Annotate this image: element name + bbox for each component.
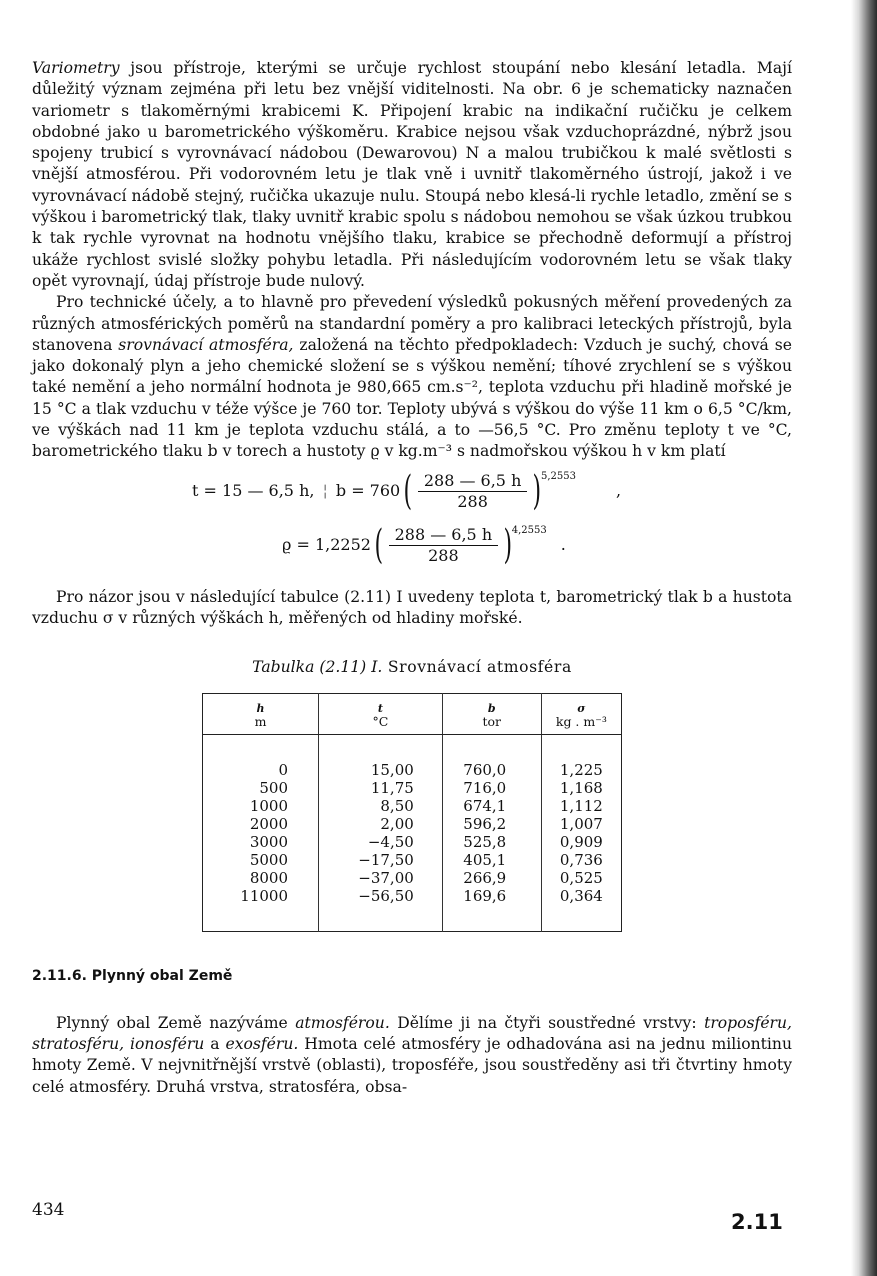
cell-t: 11,75	[319, 779, 443, 797]
formula-block	[32, 469, 792, 583]
formula-b-fraction	[418, 471, 528, 512]
header-t	[319, 693, 443, 734]
header-unit: °C	[372, 713, 389, 729]
table-row	[203, 779, 622, 797]
term-variometry: Variometry	[32, 59, 120, 77]
formula-t-b	[192, 468, 622, 515]
cell-b: 266,9	[442, 869, 541, 887]
cell-t: −56,50	[319, 887, 443, 932]
table-row	[203, 815, 622, 833]
cell-h: 5000	[203, 851, 319, 869]
cell-sigma: 1,168	[559, 778, 603, 797]
paren-left: (	[403, 468, 413, 515]
cell-sigma: 0,736	[559, 850, 603, 869]
cell-h: 8000	[203, 869, 319, 887]
cell-b: 525,8	[442, 833, 541, 851]
cell-h: 0	[203, 734, 319, 779]
section-heading: 2.11.6. Plynný obal Země	[32, 967, 233, 984]
formula-rho-exponent: 4,2553	[511, 525, 547, 537]
formula-b-numerator: 288 — 6,5 h	[418, 471, 528, 492]
header-var: b	[487, 701, 496, 715]
table-row	[203, 734, 622, 779]
cell-h: 11000	[203, 887, 319, 932]
paragraph-atmosphere	[32, 1013, 792, 1098]
cell-t: 15,00	[319, 734, 443, 779]
table-caption-label: Tabulka (2.11) I.	[252, 658, 383, 677]
table-row	[203, 851, 622, 869]
atmosphere-table	[202, 693, 622, 932]
cell-b: 596,2	[442, 815, 541, 833]
header-unit: kg . m⁻³	[555, 713, 607, 729]
chapter-marker: 2.11	[731, 1210, 783, 1234]
term-layers: troposféru, stratosféru, ionosféru	[32, 1013, 792, 1054]
paren-left: (	[374, 522, 384, 569]
cell-t: 8,50	[319, 797, 443, 815]
header-unit: m	[254, 713, 267, 729]
formula-rho-denominator: 288	[428, 545, 459, 565]
header-var: σ	[577, 701, 586, 715]
formula-b-exponent: 5,2553	[540, 471, 576, 483]
cell-sigma: 1,112	[559, 796, 603, 815]
formula-rho-period: .	[560, 535, 566, 555]
cell-b: 760,0	[442, 734, 541, 779]
formula-rho-numerator: 288 — 6,5 h	[389, 525, 499, 546]
paragraph-text-c: a	[204, 1035, 226, 1054]
cell-t: −4,50	[319, 833, 443, 851]
formula-rho	[282, 522, 566, 569]
cell-sigma: 0,364	[559, 886, 603, 905]
formula-t: t = 15 — 6,5 h,	[192, 481, 315, 501]
page-body	[32, 58, 792, 1098]
header-h	[203, 693, 319, 734]
paragraph-text-a: Pro technické účely, a to hlavně pro převedení výsledků pokusných měření provedených za různých atmosférických poměrů na standardní poměry a pro kalibraci leteckých přístrojů, byla stanovena	[32, 293, 792, 354]
cell-b: 674,1	[442, 797, 541, 815]
header-var: t	[377, 701, 383, 715]
cell-b: 405,1	[442, 851, 541, 869]
table-caption-title: Srovnávací atmosféra	[382, 658, 572, 677]
cell-sigma: 0,525	[559, 868, 603, 887]
formula-b-comma: ,	[615, 481, 622, 501]
cell-h: 3000	[203, 833, 319, 851]
formula-separator: ¦	[322, 481, 328, 501]
cell-sigma: 1,225	[559, 760, 603, 779]
book-binding-shadow	[851, 0, 877, 1276]
table-row	[203, 797, 622, 815]
table-caption	[32, 657, 792, 678]
paragraph-text-d: Hmota celé atmosféry je odhadována asi na jednu miliontinu hmoty Země. V nejvnitřnější vrstvě (oblasti), troposféře, jsou soustředěny asi tři čtvrtiny hmoty celé atmosféry. Druhá vrstva, stratosféra, obsa-	[32, 1035, 792, 1096]
cell-sigma: 0,909	[559, 832, 603, 851]
cell-sigma: 1,007	[559, 814, 603, 833]
cell-t: 2,00	[319, 815, 443, 833]
formula-rho-lhs: ϱ = 1,2252	[282, 535, 371, 555]
header-sigma	[541, 693, 621, 734]
cell-b: 169,6	[442, 887, 541, 932]
table-row	[203, 833, 622, 851]
paragraph-variometry-text: jsou přístroje, kterými se určuje rychlost stoupání nebo klesání letadla. Mají důležitý význam zejména při letu bez vnější viditelnosti. Na obr. 6 je schematicky naznačen variometr s tlakoměrnými krabicemi K. Připojení krabic na indikační ručičku je celkem obdobné jako u barometrického výškoměru. Krabice nejsou však vzduchoprázdné, nýbrž jsou spojeny trubicí s vyrovnávací nádobou (Dewarovou) N a malou trubičkou k malé světlosti s vnější atmosférou. Při vodorovném letu je tlak vně i uvnitř tlakoměrného ústrojí, jakož i ve vyrovnávací nádobě stejný, ručička ukazuje nulu. Stoupá nebo klesá-li rychle letadlo, změní se s výškou i barometrický tlak, tlaky uvnitř krabic spolu s nádobou nemohou se však úzkou trubkou k tak rychle vyrovnat na hodnotu vnějšího tlaku, krabice se přechodně deformují a přístroj ukáže rychlost svislé složky pohybu letadla. Při následujícím vodorovném letu se však tlaky opět vyrovnají, údaj přístroje bude nulový.	[32, 59, 792, 290]
paragraph-text-b: Dělíme ji na čtyři soustředné vrstvy:	[389, 1013, 705, 1032]
paragraph-variometry	[32, 58, 792, 292]
formula-b-lhs: b = 760	[335, 481, 401, 501]
paren-right: )	[532, 468, 542, 515]
header-unit: tor	[482, 713, 502, 729]
cell-h: 2000	[203, 815, 319, 833]
table-header-row	[203, 693, 622, 734]
table-row	[203, 887, 622, 932]
formula-rho-fraction	[389, 525, 499, 566]
term-exosphere: exosféru.	[225, 1035, 299, 1054]
paragraph-text-b: založená na těchto předpokladech: Vzduch je suchý, chová se jako dokonalý plyn a jeho chemické složení se s výškou nemění; tíhové zrychlení se s výškou také nemění a jeho normální hodnota je 980,665 cm.s⁻², teplota vzduchu při hladině mořské je 15 °C a tlak vzduchu v téže výšce je 760 tor. Teploty ubývá s výškou do výše 11 km o 6,5 °C/km, ve výškách nad 11 km je teplota vzduchu stálá, a to —56,5 °C. Pro změnu teploty t ve °C, barometrického tlaku b v torech a hustoty ϱ v kg.m⁻³ s nadmořskou výškou h v km platí	[32, 335, 792, 461]
cell-t: −17,50	[319, 851, 443, 869]
cell-t: −37,00	[319, 869, 443, 887]
paren-right: )	[503, 522, 513, 569]
cell-h: 1000	[203, 797, 319, 815]
term-atmosphere: atmosférou.	[295, 1013, 390, 1032]
page-number: 434	[32, 1200, 65, 1220]
cell-h: 500	[203, 779, 319, 797]
formula-b-denominator: 288	[457, 491, 488, 511]
paragraph-table-intro: Pro názor jsou v následující tabulce (2.11) I uvedeny teplota t, barometrický tlak b a hustota vzduchu σ v různých výškách h, měřených od hladiny mořské.	[32, 587, 792, 627]
table-row	[203, 869, 622, 887]
paragraph-standard-atmosphere	[32, 292, 792, 462]
paragraph-text-a: Plynný obal Země nazýváme	[56, 1013, 296, 1032]
term-standard-atmosphere: srovnávací atmosféra,	[118, 335, 294, 354]
cell-b: 716,0	[442, 779, 541, 797]
header-b	[442, 693, 541, 734]
header-var: h	[256, 701, 265, 715]
